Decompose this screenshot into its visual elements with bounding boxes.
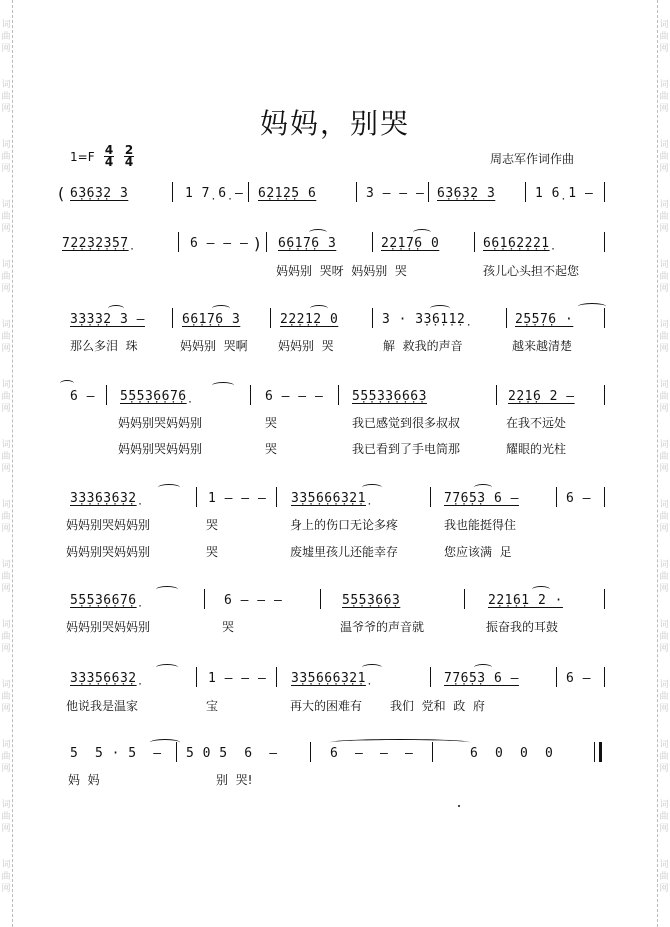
slur [156,586,178,593]
watermark-glyph: 网 [659,704,669,714]
watermark-glyph: 网 [659,344,669,354]
slur [474,484,492,491]
barline [464,589,465,609]
barline [372,308,373,328]
watermark-glyph: 网 [1,104,11,114]
time-signature-numerator: 4 [104,143,114,157]
watermark-glyph: 曲 [1,692,11,702]
watermark-glyph: 曲 [1,872,11,882]
time-signature-denominator: 4 [104,155,114,169]
lyric: 哭 [206,545,219,559]
watermark-glyph: 词 [659,260,669,270]
barline [604,385,605,405]
barline [372,232,373,252]
slur [330,739,470,746]
watermark-glyph: 网 [659,884,669,894]
watermark-glyph: 词 [659,800,669,810]
measure: 5̣5̣5̣3̣6̣6̣3 [342,593,401,608]
watermark-glyph: 曲 [1,452,11,462]
watermark-glyph: 曲 [659,272,669,282]
barline [196,487,197,507]
measure: 6̣3̣6̣3̣2 3 [70,186,129,201]
measure: 2̣2̣1̣6̣1 2 · [488,593,563,608]
slur [212,382,234,389]
lyric: 您应该满 足 [444,545,512,559]
time-signature [104,145,114,168]
watermark-glyph: 词 [659,560,669,570]
measure: 6̣2̣1̣2̣5 6 [258,186,317,201]
watermark-glyph: 曲 [659,752,669,762]
watermark-glyph: 曲 [1,92,11,102]
lyric: 宝 [206,699,219,713]
lyric: 振奋我的耳鼓 [486,620,559,634]
barline [604,667,605,687]
slur [362,484,382,491]
watermark-glyph: 曲 [659,152,669,162]
lyric: 哭 [265,442,278,456]
lyric: 解 救我的声音 [383,339,463,353]
watermark-glyph: 网 [1,224,11,234]
measure: 1 – – – [208,671,267,686]
measure: 5 5 · 5 – [70,746,162,761]
barline [270,308,271,328]
watermark-glyph: 词 [659,80,669,90]
barline [310,742,311,762]
lyric: 那么多泪 珠 [70,339,138,353]
watermark-glyph: 词 [1,800,11,810]
composer-credit: 周志军作词作曲 [490,152,575,166]
measure: 6̣6̣1̣7̣6 3 [182,312,241,327]
measure: 3̣3̣3̣6̣3̣6̣3̣2̣ [70,491,137,506]
lyric: 妈妈别哭妈妈别 [66,518,151,532]
measure: 6̣6̣1̣6̣2̣2̣2̣1̣ [483,236,550,251]
lyric: 越来越清楚 [512,339,573,353]
watermark-glyph: 网 [1,704,11,714]
lyric: 妈 妈 [68,773,100,787]
barline [604,182,605,202]
measure: 3̣3̣5̣6̣6̣6̣3̣2̣1̣ [291,671,366,686]
lyric: 身上的伤口无论多疼 [290,518,399,532]
watermark-glyph: 词 [1,140,11,150]
measure: 3 – – – [366,186,425,201]
lyric: 哭 [222,620,235,634]
barline [248,182,249,202]
measure: 5̣5̣5̣3̣6̣6̣7̣6̣ [120,389,187,404]
lyric: 废墟里孩儿还能幸存 [290,545,399,559]
slur [413,229,431,236]
watermark-glyph: 网 [1,524,11,534]
watermark-glyph: 曲 [659,872,669,882]
barline [204,589,205,609]
lyric: 妈妈别 哭啊 [180,339,248,353]
lyric: 妈妈别 哭呀 妈妈别 哭 [276,264,407,278]
watermark-glyph: 曲 [659,212,669,222]
watermark-glyph: 网 [659,764,669,774]
watermark-glyph: 曲 [659,32,669,42]
measure: 6 – [566,491,591,506]
barline [604,487,605,507]
slur [430,305,450,312]
watermark-glyph: 词 [1,560,11,570]
lyric: 哭 [206,518,219,532]
time-signature-denominator: 4 [124,155,134,169]
slur [532,586,550,593]
watermark-glyph: 词 [659,680,669,690]
watermark-glyph: 曲 [659,392,669,402]
barline [276,667,277,687]
watermark-glyph: 网 [1,464,11,474]
watermark-glyph: 词 [659,860,669,870]
watermark-glyph: 网 [659,224,669,234]
watermark-glyph: 词 [1,740,11,750]
repeat-paren-open: ( [58,184,65,203]
watermark-glyph: 曲 [1,752,11,762]
watermark-glyph: 词 [659,500,669,510]
watermark-glyph: 词 [1,200,11,210]
watermark-glyph: 曲 [659,92,669,102]
watermark-glyph: 曲 [659,692,669,702]
measure: 1 7̣ 6̣ – [185,186,244,201]
watermark-glyph: 网 [1,584,11,594]
watermark-glyph: 网 [659,584,669,594]
watermark-glyph: 曲 [659,512,669,522]
watermark-glyph: 网 [659,404,669,414]
watermark-glyph: 词 [659,620,669,630]
measure: 3 · 3̣3̣6̣1̣1̣2̣ [382,312,466,327]
barline [176,742,177,762]
watermark-glyph: 词 [659,440,669,450]
watermark-glyph: 曲 [1,632,11,642]
time-signature-numerator: 2 [124,143,134,157]
lyric: 妈妈别哭妈妈别 [118,442,203,456]
barline [474,232,475,252]
lyric: 妈妈别 哭 [278,339,334,353]
watermark-glyph: 曲 [1,152,11,162]
measure: 7̣7̣6̣5̣3 6 – [444,671,519,686]
measure: 3̣3̣3̣3̣2 3 – [70,312,145,327]
watermark-glyph: 网 [1,884,11,894]
measure: 1 6̣ 1 – [535,186,594,201]
watermark-glyph: 曲 [1,572,11,582]
lyric: 在我不远处 [506,416,567,430]
watermark-glyph: 词 [1,320,11,330]
lyric: 我也能挺得住 [444,518,517,532]
measure: 6 0 0 0 [470,746,554,761]
barline [556,667,557,687]
time-signature [124,145,134,168]
lyric: 我们 党和 政 府 [390,699,485,713]
watermark-glyph: 网 [1,164,11,174]
barline [556,487,557,507]
barline [604,589,605,609]
barline [496,385,497,405]
watermark-glyph: 网 [1,284,11,294]
barline [430,667,431,687]
slur [309,229,327,236]
watermark-glyph: 词 [659,380,669,390]
barline [428,182,429,202]
measure: 3̣3̣3̣5̣6̣6̣3̣2̣ [70,671,137,686]
slur [156,664,178,671]
lyric: 再大的困难有 [290,699,363,713]
barline [506,308,507,328]
barline [276,487,277,507]
barline [525,182,526,202]
barline [172,308,173,328]
watermark-glyph: 词 [1,380,11,390]
slur [362,664,382,671]
barline [196,667,197,687]
barline [106,385,107,405]
barline [338,385,339,405]
barline [178,232,179,252]
watermark-glyph: 曲 [1,332,11,342]
lyric: 妈妈别哭妈妈别 [118,416,203,430]
watermark-glyph: 词 [1,20,11,30]
measure: 2̣2̣1̣7̣6 0 [381,236,440,251]
repeat-paren-close: ) [254,234,261,253]
slur [212,305,230,312]
watermark-glyph: 网 [659,104,669,114]
measure: 3̣3̣5̣6̣6̣6̣3̣2̣1̣ [291,491,366,506]
measure: 2̣5̣5̣7̣6 · [515,312,574,327]
watermark-glyph: 曲 [659,332,669,342]
measure: 6̣3̣6̣3̣2 3 [437,186,496,201]
final-barline [594,742,602,762]
lyric: 妈妈别哭妈妈别 [66,545,151,559]
lyric: 妈妈别哭妈妈别 [66,620,151,634]
watermark-glyph: 词 [659,740,669,750]
key-signature: 1=F [70,150,95,164]
measure: 2̣2̣1̣6 2 – [508,389,575,404]
watermark-glyph: 词 [1,500,11,510]
measure: 6 – – – [265,389,324,404]
barline [172,182,173,202]
slur [310,305,328,312]
watermark-glyph: 网 [1,44,11,54]
barline [320,589,321,609]
barline [356,182,357,202]
watermark-glyph: 网 [1,764,11,774]
stray-dot [458,805,460,807]
measure: 6 – – – [190,236,249,251]
watermark-glyph: 网 [659,644,669,654]
measure: 6̣6̣1̣7̣6 3 [278,236,337,251]
watermark-glyph: 曲 [659,812,669,822]
watermark-glyph: 曲 [1,32,11,42]
slur [158,484,180,491]
watermark-glyph: 词 [659,140,669,150]
slur [108,305,124,312]
measure: 5 0 5 6 – [186,746,278,761]
song-title: 妈妈，别哭 [259,107,410,140]
barline [604,232,605,252]
measure: 5̣5̣5̣3̣3̣6̣6̣6̣3 [352,389,427,404]
watermark-glyph: 网 [659,464,669,474]
barline [432,742,433,762]
measure: 6 – – – [330,746,414,761]
watermark-glyph: 曲 [659,452,669,462]
measure: 6 – [70,389,95,404]
watermark-glyph: 曲 [1,212,11,222]
measure: 6 – – – [224,593,283,608]
watermark-glyph: 曲 [1,512,11,522]
watermark-glyph: 曲 [1,392,11,402]
lyric: 别 哭! [216,773,253,787]
watermark-glyph: 词 [1,860,11,870]
slur [578,303,606,310]
watermark-glyph: 网 [1,824,11,834]
measure: 7̣7̣6̣5̣3 6 – [444,491,519,506]
watermark-glyph: 网 [659,284,669,294]
lyric: 哭 [265,416,278,430]
watermark-glyph: 网 [659,164,669,174]
watermark-glyph: 词 [1,620,11,630]
watermark-glyph: 词 [659,200,669,210]
watermark-glyph: 网 [659,824,669,834]
lyric: 孩儿心头担不起您 [483,264,580,278]
measure: 2̣2̣2̣1̣2 0 [280,312,339,327]
watermark-glyph: 曲 [1,812,11,822]
lyric: 我已看到了手电筒那 [352,442,461,456]
lyric: 耀眼的光柱 [506,442,567,456]
lyric: 我已感觉到很多叔叔 [352,416,461,430]
barline [430,487,431,507]
slur [474,664,492,671]
watermark-glyph: 曲 [659,632,669,642]
watermark-glyph: 词 [1,80,11,90]
watermark-glyph: 曲 [659,572,669,582]
watermark-glyph: 网 [1,404,11,414]
watermark-glyph: 网 [1,644,11,654]
watermark-glyph: 词 [659,320,669,330]
lyric: 温爷爷的声音就 [340,620,425,634]
barline [266,232,267,252]
barline [250,385,251,405]
watermark-glyph: 网 [659,524,669,534]
watermark-glyph: 曲 [1,272,11,282]
measure: 6 – [566,671,591,686]
watermark-glyph: 词 [1,440,11,450]
slur [60,380,74,387]
barline [604,308,605,328]
watermark-glyph: 词 [1,260,11,270]
measure: 1 – – – [208,491,267,506]
watermark-glyph: 网 [659,44,669,54]
lyric: 他说我是温家 [66,699,139,713]
watermark-glyph: 词 [1,680,11,690]
watermark-glyph: 词 [659,20,669,30]
measure: 7̣2̣2̣3̣2̣3̣5̣7̣ [62,236,129,251]
watermark-glyph: 网 [1,344,11,354]
measure: 5̣5̣5̣3̣6̣6̣7̣6̣ [70,593,137,608]
